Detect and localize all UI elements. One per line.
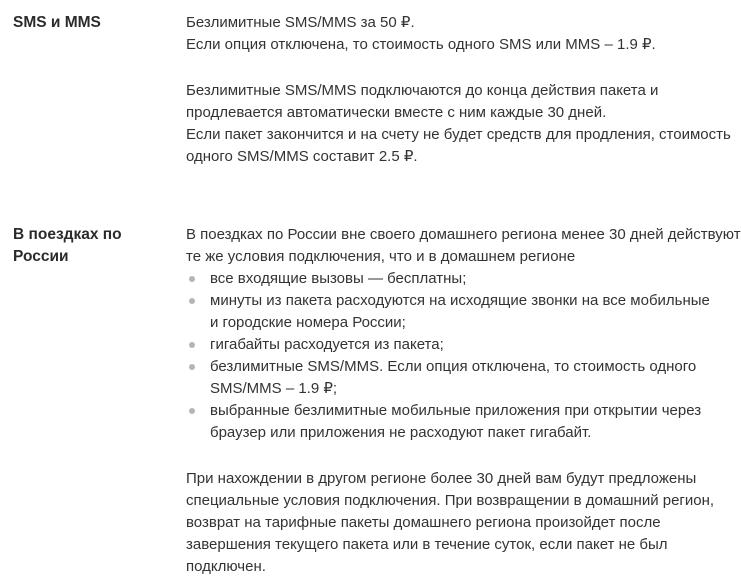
paragraph (186, 80, 739, 168)
list-item (186, 268, 739, 290)
text-line: специальные условия подключения. При возвращении в домашний регион, (186, 492, 715, 509)
text-line: все входящие вызовы — бесплатны; (210, 270, 467, 287)
text-line: минуты из пакета расходуются на исходящие звонки на все мобильные (210, 292, 710, 309)
section-travel-russia (13, 224, 739, 578)
text-line: В поездках по России вне своего домашнего региона менее 30 дней действуют (186, 226, 741, 243)
text-line: те же условия подключения, что и в домашнем регионе (186, 248, 576, 265)
bullet-icon (189, 342, 195, 348)
row-label-travel-russia: В поездках по России (13, 226, 122, 265)
text-line: При нахождении в другом регионе более 30 дней вам будут предложены (186, 470, 697, 487)
row-content-sms-mms (186, 12, 739, 168)
row-content-travel-russia (186, 224, 739, 578)
text-line: Безлимитные SMS/MMS подключаются до конца действия пакета и (186, 82, 659, 99)
paragraph-outro (186, 468, 739, 578)
bullet-icon (189, 408, 195, 414)
list-item (186, 334, 739, 356)
text-line: гигабайты расходуется из пакета; (210, 336, 444, 353)
list-item (186, 400, 739, 444)
section-sms-mms (13, 12, 739, 168)
bullet-icon (189, 364, 195, 370)
text-line: завершения текущего пакета или в течение суток, если пакет не был (186, 536, 668, 553)
text-line: продлевается автоматически вместе с ним каждые 30 дней. (186, 104, 607, 121)
text-line: выбранные безлимитные мобильные приложения при открытии через (210, 402, 702, 419)
text-line: браузер или приложения не расходуют пакет гигабайт. (210, 424, 592, 441)
text-line: возврат на тарифные пакеты домашнего региона произойдет после (186, 514, 661, 531)
text-line: и городские номера России; (210, 314, 406, 331)
row-label-sms-mms: SMS и MMS (13, 14, 101, 31)
list-item (186, 290, 739, 334)
text-line: SMS/MMS – 1.9 ₽; (210, 380, 338, 397)
bullet-icon (189, 276, 195, 282)
text-line: подключен. (186, 558, 266, 575)
text-line: одного SMS/MMS составит 2.5 ₽. (186, 148, 418, 165)
text-line: Если опция отключена, то стоимость одного SMS или MMS – 1.9 ₽. (186, 36, 656, 53)
text-line: Если пакет закончится и на счету не будет средств для продления, стоимость (186, 126, 731, 143)
bullet-icon (189, 298, 195, 304)
text-line: безлимитные SMS/MMS. Если опция отключена, то стоимость одного (210, 358, 697, 375)
paragraph (186, 12, 739, 56)
text-line: Безлимитные SMS/MMS за 50 ₽. (186, 14, 415, 31)
bullet-list (186, 268, 739, 444)
list-item (186, 356, 739, 400)
paragraph-intro (186, 224, 739, 268)
